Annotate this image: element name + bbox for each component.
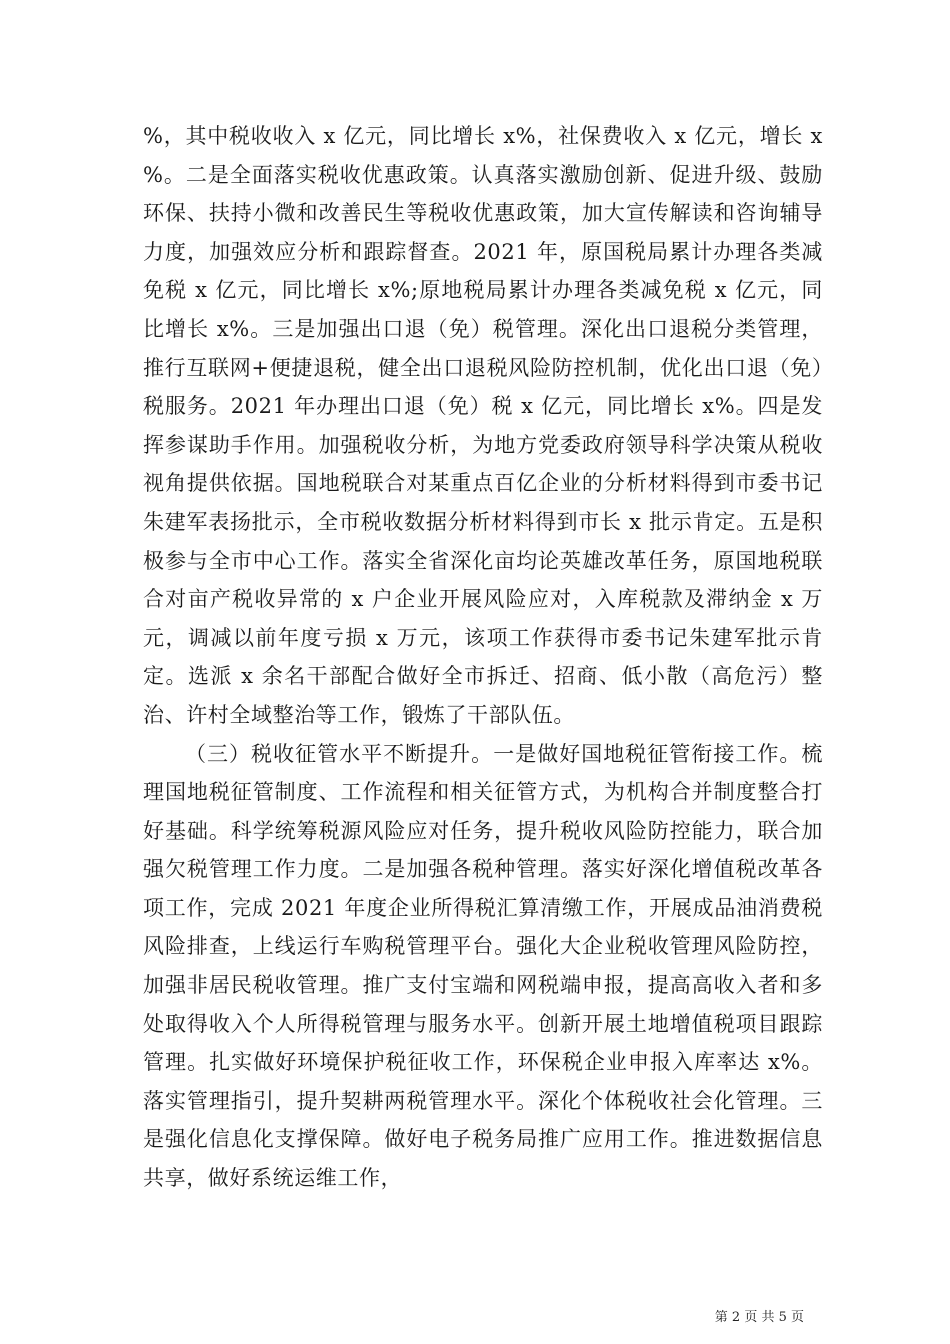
page-number-footer: 第 2 页 共 5 页 <box>714 1310 804 1325</box>
paragraph-tax-revenue: %，其中税收收入 x 亿元，同比增长 x%，社保费收入 x 亿元，增长 x %。二是全面落实税收优惠政策。认真落实激励创新、促进升级、鼓励环保、扶持小微和改善民生等税收优惠政策，加大宣传解读和咨询辅导力度，加强效应分析和跟踪督查。2021 年，原国税局累计办理各类减免税 x 亿元，同比增长 x%;原地税局累计办理各类减免税 x 亿元，同比增长 x%。三是加强出口退（免）税管理。深化出口退税分类管理，推行互联网+便捷退税，健全出口退税风险防控机制，优化出口退（免）税服务。2021 年办理出口退（免）税 x 亿元，同比增长 x%。四是发挥参谋助手作用。加强税收分析，为地方党委政府领导科学决策从税收视角提供依据。国地税联合对某重点百亿企业的分析材料得到市委书记朱建军表扬批示，全市税收数据分析材料得到市长 x 批示肯定。五是积极参与全市中心工作。落实全省深化亩均论英雄改革任务，原国地税联合对亩产税收异常的 x 户企业开展风险应对，入库税款及滞纳金 x 万元，调减以前年度亏损 x 万元，该项工作获得市委书记朱建军批示肯定。选派 x 余名干部配合做好全市拆迁、招商、低小散（高危污）整治、许村全域整治等工作，锻炼了干部队伍。 <box>143 124 823 727</box>
document-body <box>143 117 823 1198</box>
paragraph-tax-administration: （三）税收征管水平不断提升。一是做好国地税征管衔接工作。梳理国地税征管制度、工作流程和相关征管方式，为机构合并制度整合打好基础。科学统筹税源风险应对任务，提升税收风险防控能力，联合加强欠税管理工作力度。二是加强各税种管理。落实好深化增值税改革各项工作，完成 2021 年度企业所得税汇算清缴工作，开展成品油消费税风险排查，上线运行车购税管理平台。强化大企业税收管理风险防控，加强非居民税收管理。推广支付宝端和网税端申报，提高高收入者和多处取得收入个人所得税管理与服务水平。创新开展土地增值税项目跟踪管理。扎实做好环境保护税征收工作，环保税企业申报入库率达 x%。落实管理指引，提升契耕两税管理水平。深化个体税收社会化管理。三是强化信息化支撑保障。做好电子税务局推广应用工作。推进数据信息共享，做好系统运维工作， <box>143 741 823 1191</box>
